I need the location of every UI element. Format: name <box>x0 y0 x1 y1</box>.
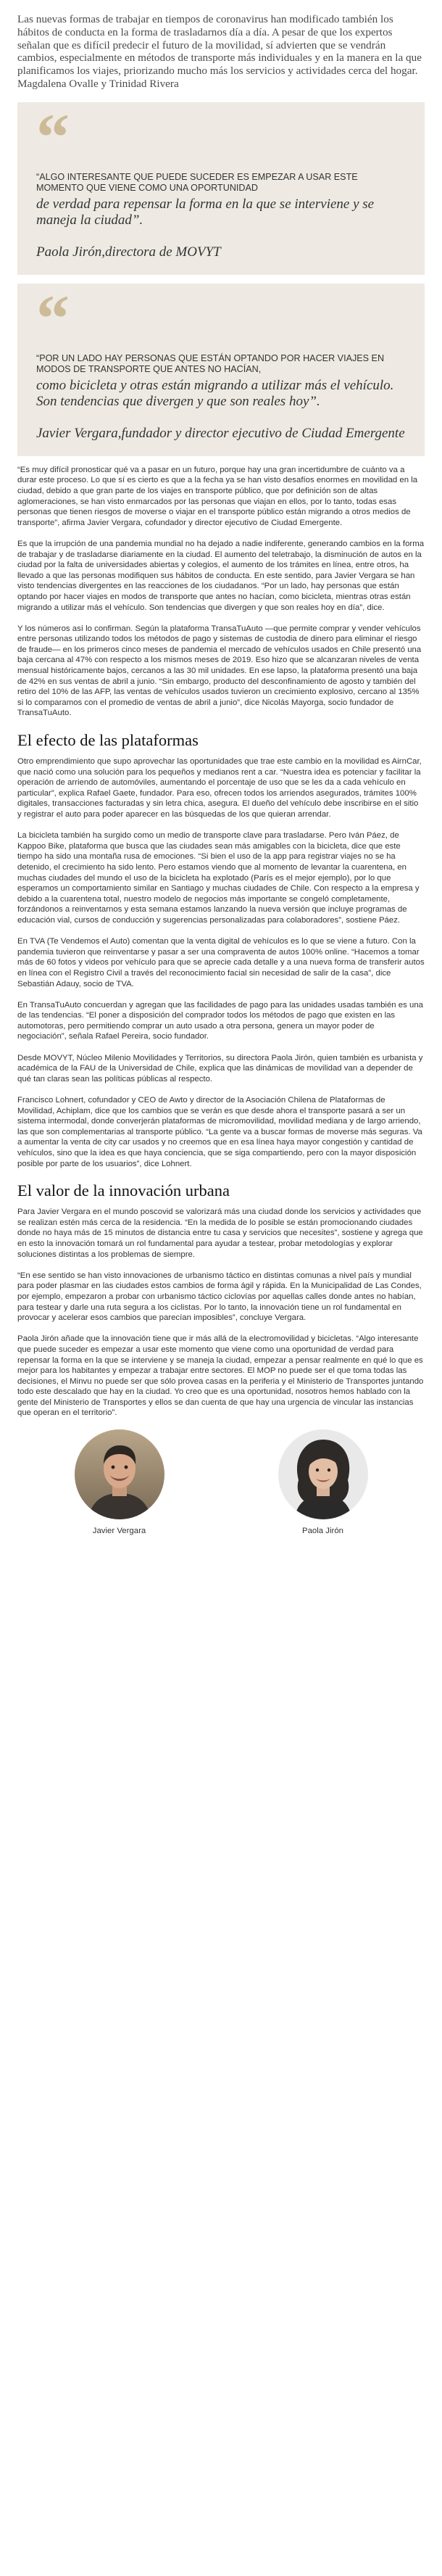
body-paragraph: Y los números así lo confirman. Según la plataforma TransaTuAuto —que permite comprar y vender vehículos entre personas utilizando todos los métodos de pago y sistemas de custodia de dinero para eliminar el riesgo de fraude— en los primeros cinco meses de pandemia el mercado de vehículos usados en Chile presentó una baja cercana al 47% con respecto a los mismos meses de 2019. Eso hizo que se alcanzaran niveles de venta mensual históricamente bajos, cercanos a las 30 mil unidades. En ese lapso, la plataforma presentó una baja de 42% en sus ventas de abril a junio. “Sin embargo, producto del desconfinamiento de agosto y también del retiro del 10% de las AFP, las ventas de vehículos usados tuvieron un crecimiento explosivo, cercano al 135% si lo comparamos con el promedio de ventas de abril a junio”, dice Nicolás Mayorga, socio fundador de TransaTuAuto. <box>17 624 422 718</box>
pull-quote-jiron <box>17 102 425 275</box>
body-paragraph: Francisco Lohnert, cofundador y CEO de Awto y director de la Asociación Chilena de Plataformas de Movilidad, Achiplam, dice que los cambios que se verán es que desde ahora el transporte pasará a ser un sistema intermodal, donde converjerán plataformas de micromovilidad, movilidad mediana y de largo arriendo, las que son complementarias al transporte público. “La gente va a buscar formas de moverse más seguras. Va a aumentar la venta de city car usados y no creemos que en esa línea haya mayor congestión y cantidad de vehículos, sino que la idea es que haya conciencia, que se siga compartiendo, pero con la mayor disposición posible por parte de los usuarios”, dice Lohnert. <box>17 1096 422 1168</box>
body-paragraph: En TransaTuAuto concuerdan y agregan que las facilidades de pago para las unidades usadas también es una de las tendencias. “El poner a disposición del comprador todos los métodos de pago que existen en las automotoras, pero permitiendo comprar un auto usado a otra persona, genera un mayor poder de negociación”, señala Rafael Pereira, socio fundador. <box>17 1000 423 1041</box>
pull-quote-author: Paola Jirón,directora de MOVYT <box>36 244 221 260</box>
quote-mark-icon: “ <box>36 296 70 334</box>
pull-quote-author: Javier Vergara,fundador y director ejecutivo de Ciudad Emergente <box>36 425 405 441</box>
body-paragraph: Para Javier Vergara en el mundo poscovid se valorizará más una ciudad donde los servicios y actividades que se realizan estén más cerca de la residencia. “En la medida de lo posible se están promocionando ciudades donde no haya más de 15 minutos de distancia entre tu casa y servicios que necesites”, sostiene y agrega que en esto la innovación tomará un rol fundamental para ayudar a testear, probar metodologías y explorar soluciones distintas a los problemas de siempre. <box>17 1208 423 1259</box>
pull-quote-caps: “ALGO INTERESANTE QUE PUEDE SUCEDER ES EMPEZAR A USAR ESTE MOMENTO QUE VIENE COMO UNA OPORTUNIDAD <box>36 171 358 193</box>
portrait-photo <box>75 1429 164 1519</box>
section-heading: El valor de la innovación urbana <box>17 1181 230 1200</box>
profile-caption: Paola Jirón <box>302 1526 343 1535</box>
article-intro: Las nuevas formas de trabajar en tiempos de coronavirus han modificado también los hábitos de conducta en la forma de trasladarnos día a día. A pesar de que los expertos señalan que es difícil predecir el futuro de la movilidad, sí advierten que se vendrán cambios, especialmente en métodos de transporte más individuales y en la manera en la que planificamos los viajes, priorizando mucho más los servicios y actividades cerca del hogar. Magdalena Ovalle y Trinidad Rivera <box>17 13 422 90</box>
profile-javier-vergara <box>47 1429 192 1535</box>
portrait-photo <box>278 1429 368 1519</box>
profile-caption: Javier Vergara <box>92 1526 146 1535</box>
body-paragraph: “En ese sentido se han visto innovaciones de urbanismo táctico en distintas comunas a nivel país y mundial para poder plasmar en las ciudades estos cambios de forma ágil y rápida. En la Municipalidad de Las Condes, por ejemplo, empezaron a probar con urbanismo táctico ciclovías por aquellas calles donde antes no habían, para testear y darle una ruta segura a los ciclistas. Por lo tanto, la innovación tiene un rol fundamental en provocar y acelerar esos cambios que parecían imposibles”, concluye Vergara. <box>17 1271 422 1323</box>
pull-quote-caps: “POR UN LADO HAY PERSONAS QUE ESTÁN OPTANDO POR HACER VIAJES EN MODOS DE TRANSPORTE QUE ANTES NO HACÍAN, <box>36 352 385 374</box>
quote-mark-icon: “ <box>36 115 70 153</box>
body-paragraph: “Es muy difícil pronosticar qué va a pasar en un futuro, porque hay una gran incertidumbre de cuánto va a durar este proceso. Lo que sí es cierto es que a la fecha ya se han visto desafíos enormes en movilidad en la ciudad, debido a que gran parte de los viajes en transporte público, que por definición son de altas aglomeraciones, se han visto enmarcados por las personas que viajan en ellos, por lo tanto, todas esas personas que tienen riesgos de moverse o viajar en el transporte público están migrando a otros medios de transporte”, afirma Javier Vergara, cofundador y director ejecutivo de Ciudad Emergente. <box>17 465 418 527</box>
profile-photos <box>17 1429 425 1535</box>
body-paragraph: Paola Jirón añade que la innovación tiene que ir más allá de la electromovilidad y bicicletas. “Algo interesante que puede suceder es empezar a usar este momento que viene como una oportunidad de verdad para repensar la forma en la que se interviene y se maneja la ciudad, empezar a pensar realmente en qué lo que es mejor para los habitantes y empezar a trabajar entre sectores. El MOP no puede ser el que toma todas las decisiones, el Minvu no puede ser que sólo provea casas en la periferia y el Ministerio de Transportes juntando todo este descalado que hay en la ciudad. Yo creo que es una oportunidad, nosotros hemos hablado con la gente del Ministerio de Transportes y ellos se dan cuenta de que hay una urgencia de vincular las instancias que operan en el territorio”. <box>17 1334 424 1418</box>
pull-quote-vergara <box>17 284 425 456</box>
body-paragraph: Es que la irrupción de una pandemia mundial no ha dejado a nadie indiferente, generando cambios en la forma de trabajar y de trasladarse diariamente en la ciudad. El aumento del teletrabajo, la disminución de autos en la ciudad por la falta de universidades abiertas y colegios, el aumento de los trámites en línea, entre otros, ha llevado a que las personas modifiquen sus hábitos de conducta. En este sentido, para Javier Vergara se han visto tendencias divergentes en las reacciones de los ciudadanos. “Por un lado, hay personas que están optando por hacer viajes en modos de transporte que antes no hacían, como bicicleta, mientras otras están migrando a utilizar más el vehículo. Son tendencias que divergen y que son reales hoy en día”, dice. <box>17 539 425 612</box>
body-paragraph: La bicicleta también ha surgido como un medio de transporte clave para trasladarse. Pero Iván Páez, de Kappoo Bike, plataforma que busca que las ciudades sean más amigables con la bicicleta, dice que este tiempo ha sido una montaña rusa de emociones. “Si bien el uso de la app para registrar viajes no se ha detenido, el crecimiento ha sido lento. Pero estamos viendo que al momento de levantar la cuarentena, en muchas ciudades del mundo el uso de la bicicleta ha explotado (París es el mejor ejemplo), por lo que esperamos un comportamiento similar en Santiago y muchas ciudades de Chile. Con respecto a la empresa y debido a la cuarentena total, nuestro modelo de negocios más importante se congeló completamente, forzándonos a reinventarnos y esta semana estamos lanzando la nueva versión que incluye programas de educación vial, cursos de conducción y sugerencias personalizadas para colaboradores”, sostiene Páez. <box>17 831 420 925</box>
body-paragraph: En TVA (Te Vendemos el Auto) comentan que la venta digital de vehículos es lo que se viene a futuro. Con la pandemia tuvieron que reinventarse y pasar a ser una compraventa de autos 100% online. “Hacemos a tomar más de 60 fotos y videos por vehículo para que se aprecie cada detalle y a una nueva forma de transferir autos en línea con el Registro Civil a través del reconocimiento facial sin necesidad de salir de la casa”, dice Sebastián Adauy, socio de TVA. <box>17 937 425 988</box>
profile-paola-jiron <box>251 1429 396 1535</box>
pull-quote-text: como bicicleta y otras están migrando a utilizar más el vehículo. Son tendencias que divergen y que son reales hoy”. <box>36 377 394 409</box>
body-paragraph: Otro emprendimiento que supo aprovechar las oportunidades que trae este cambio en la movilidad es AirnCar, que nació como una solución para los pequeños y medianos rent a car. “Nuestra idea es potenciar y facilitar la operación de arriendo de automóviles, aumentando el porcentaje de uso que se les da a cada vehículo en particular”, explica Rafael Gaete, fundador. Para eso, ofrecen todos los arriendos asegurados, trámites 100% digitales, transacciones facturadas y sin letra chica, asegura. El dueño del vehículo debe inscribirse en el sitio y registrar el auto para poder aparecer en las búsquedas de los que quieran arrendar. <box>17 757 422 819</box>
article <box>17 13 425 1535</box>
body-paragraph: Desde MOVYT, Núcleo Milenio Movilidades y Territorios, su directora Paola Jirón, quien también es urbanista y académica de la FAU de la Universidad de Chile, explica que las dinámicas de movilidad van a depender de qué tan claras sean las políticas públicas al respecto. <box>17 1053 423 1083</box>
section-heading: El efecto de las plataformas <box>17 731 199 750</box>
pull-quote-text: de verdad para repensar la forma en la que se interviene y se maneja la ciudad”. <box>36 196 375 228</box>
